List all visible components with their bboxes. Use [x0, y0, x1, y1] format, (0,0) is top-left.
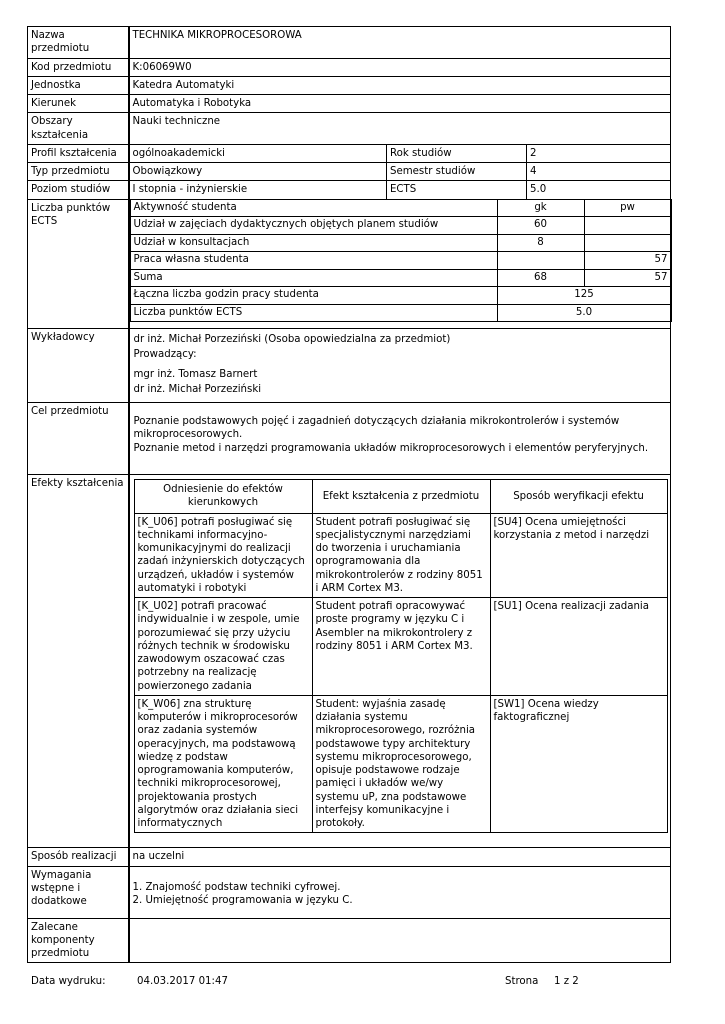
- label-efekty: Efekty kształcenia: [28, 475, 129, 848]
- outcome-effect: Student potrafi opracowywać proste programy w języku C i Asembler na mikrokontrolery z rodziny 8051 i ARM Cortex M3.: [312, 598, 490, 696]
- value-jednostka: Katedra Automatyki: [129, 76, 671, 94]
- row-nazwa: [28, 27, 671, 59]
- outcome-verify: [SU4] Ocena umiejętności korzystania z metod i narzędzi: [490, 513, 667, 598]
- label-jednostka: Jednostka: [28, 76, 129, 94]
- row-kod: [28, 58, 671, 76]
- label-wymagania: Wymagania wstępne i dodatkowe: [28, 866, 129, 918]
- row-sposob: [28, 848, 671, 866]
- row-poziom: [28, 181, 671, 199]
- label-typ: Typ przedmiotu: [28, 163, 129, 181]
- value-nazwa: TECHNIKA MIKROPROCESOROWA: [129, 27, 671, 59]
- label-semestr: Semestr studiów: [387, 163, 527, 181]
- label-obszary: Obszary kształcenia: [28, 113, 129, 145]
- outcome-ref: [K_U06] potrafi posługiwać się technikami informacyjno-komunikacyjnymi do realizacji zadań inżynierskich dotyczących urządzeń, układów i systemów automatyki i robotyki: [134, 513, 312, 598]
- lecturers-heading: Prowadzący:: [133, 349, 197, 361]
- row-wykladowcy: [28, 329, 671, 403]
- value-zalecane: [129, 918, 671, 963]
- ects-row-gk: 68: [497, 269, 584, 287]
- label-wykladowcy: Wykładowcy: [28, 329, 129, 403]
- ects-row-pw: [584, 234, 671, 252]
- outcome-verify: [SU1] Ocena realizacji zadania: [490, 598, 667, 696]
- outcome-verify: [SW1] Ocena wiedzy faktograficznej: [490, 695, 667, 833]
- ects-header-gk: gk: [497, 199, 584, 217]
- ects-row-pw: 57: [584, 252, 671, 270]
- print-date: 04.03.2017 01:47: [137, 976, 228, 987]
- row-zalecane: [28, 918, 671, 963]
- ects-row-pw: 57: [584, 269, 671, 287]
- learning-outcomes-table: [134, 479, 668, 833]
- goal-line: Poznanie podstawowych pojęć i zagadnień dotyczących działania mikrokontrolerów i systemów mikroprocesorowych.: [133, 416, 620, 441]
- value-kierunek: Automatyka i Robotyka: [129, 95, 671, 113]
- label-sposob: Sposób realizacji: [28, 848, 129, 866]
- requirement-line: 2. Umiejętność programowania w języku C.: [132, 894, 353, 906]
- row-kierunek: [28, 95, 671, 113]
- table-row: [134, 598, 667, 696]
- label-ects: ECTS: [387, 181, 527, 199]
- syllabus-table: [27, 26, 671, 963]
- page-number: 1 z 2: [554, 976, 579, 987]
- value-profil: ogólnoakademicki: [129, 144, 387, 162]
- value-rok: 2: [527, 144, 671, 162]
- outcome-ref: [K_W06] zna strukturę komputerów i mikroprocesorów oraz zadania systemów operacyjnych, ma podstawową wiedzę z podstaw oprogramowania komputerów, techniki mikroprocesorowej, projektowania prostych algorytmów oraz działania sieci informatycznych: [134, 695, 312, 833]
- outcome-ref: [K_U02] potrafi pracować indywidualnie i w zespole, umie porozumiewać się przy użyciu różnych technik w środowisku zawodowym oszacować czas potrzebny na realizację powierzonego zadania: [134, 598, 312, 696]
- row-obszary: [28, 113, 671, 145]
- value-sposob: na uczelni: [129, 848, 671, 866]
- lecturer-name: dr inż. Michał Porzeziński: [133, 383, 262, 395]
- outcomes-header-ref: Odniesienie do efektów kierunkowych: [134, 480, 312, 514]
- table-row: [134, 695, 667, 833]
- ects-row-name: Udział w konsultacjach: [130, 234, 497, 252]
- value-poziom: I stopnia - inżynierskie: [129, 181, 387, 199]
- value-semestr: 4: [527, 163, 671, 181]
- ects-row-name: Suma: [130, 269, 497, 287]
- ects-row-gk: 8: [497, 234, 584, 252]
- row-typ: [28, 163, 671, 181]
- value-ects: 5.0: [527, 181, 671, 199]
- outcome-effect: Student potrafi posługiwać się specjalistycznymi narzędziami do tworzenia i uruchamiania oprogramowania dla mikrokontrolerów z rodziny 8051 i ARM Cortex M3.: [312, 513, 490, 598]
- requirement-line: 1. Znajomość podstaw techniki cyfrowej.: [132, 881, 341, 893]
- ects-total-hours-value: 125: [497, 287, 671, 305]
- outcome-effect: Student: wyjaśnia zasadę działania systemu mikroprocesorowego, rozróżnia podstawowe typy architektury systemu mikroprocesorowego, opisuje podstawowe rodzaje pamięci i układów we/wy systemu uP, zna podstawowe interfejsy komunikacyjne i protokoły.: [312, 695, 490, 833]
- ects-row-pw: [584, 217, 671, 235]
- page-label: Strona: [505, 976, 539, 987]
- row-wymagania: [28, 866, 671, 918]
- table-row: [134, 513, 667, 598]
- ects-header-pw: pw: [584, 199, 671, 217]
- ects-table: [130, 199, 672, 323]
- lecturer-name: mgr inż. Tomasz Barnert: [133, 368, 258, 380]
- row-cel: [28, 403, 671, 475]
- row-jednostka: [28, 76, 671, 94]
- label-ects-points: Liczba punktów ECTS: [28, 199, 129, 329]
- ects-row-gk: 60: [497, 217, 584, 235]
- row-profil: [28, 144, 671, 162]
- label-kierunek: Kierunek: [28, 95, 129, 113]
- ects-row-name: Praca własna studenta: [130, 252, 497, 270]
- value-kod: K:06069W0: [129, 58, 671, 76]
- ects-row-name: Udział w zajęciach dydaktycznych objętych planem studiów: [130, 217, 497, 235]
- row-efekty: [28, 475, 671, 848]
- ects-row-gk: [497, 252, 584, 270]
- label-cel: Cel przedmiotu: [28, 403, 129, 475]
- row-ects-points: [28, 199, 671, 329]
- label-rok: Rok studiów: [387, 144, 527, 162]
- ects-points-value: 5.0: [497, 304, 671, 322]
- ects-points-label: Liczba punktów ECTS: [130, 304, 497, 322]
- value-obszary: Nauki techniczne: [129, 113, 671, 145]
- ects-header-name: Aktywność studenta: [130, 199, 497, 217]
- label-nazwa: Nazwa przedmiotu: [28, 27, 129, 59]
- value-typ: Obowiązkowy: [129, 163, 387, 181]
- label-zalecane: Zalecane komponenty przedmiotu: [28, 918, 129, 963]
- outcomes-header-effect: Efekt kształcenia z przedmiotu: [312, 480, 490, 514]
- outcomes-header-verify: Sposób weryfikacji efektu: [490, 480, 667, 514]
- label-profil: Profil kształcenia: [28, 144, 129, 162]
- ects-total-hours-label: Łączna liczba godzin pracy studenta: [130, 287, 497, 305]
- goal-line: Poznanie metod i narzędzi programowania układów mikroprocesorowych i elementów peryferyjnych.: [133, 442, 649, 454]
- label-poziom: Poziom studiów: [28, 181, 129, 199]
- lecturer-responsible: dr inż. Michał Porzeziński (Osoba opowiedzialna za przedmiot): [133, 334, 451, 345]
- print-date-label: Data wydruku:: [31, 976, 106, 987]
- label-kod: Kod przedmiotu: [28, 58, 129, 76]
